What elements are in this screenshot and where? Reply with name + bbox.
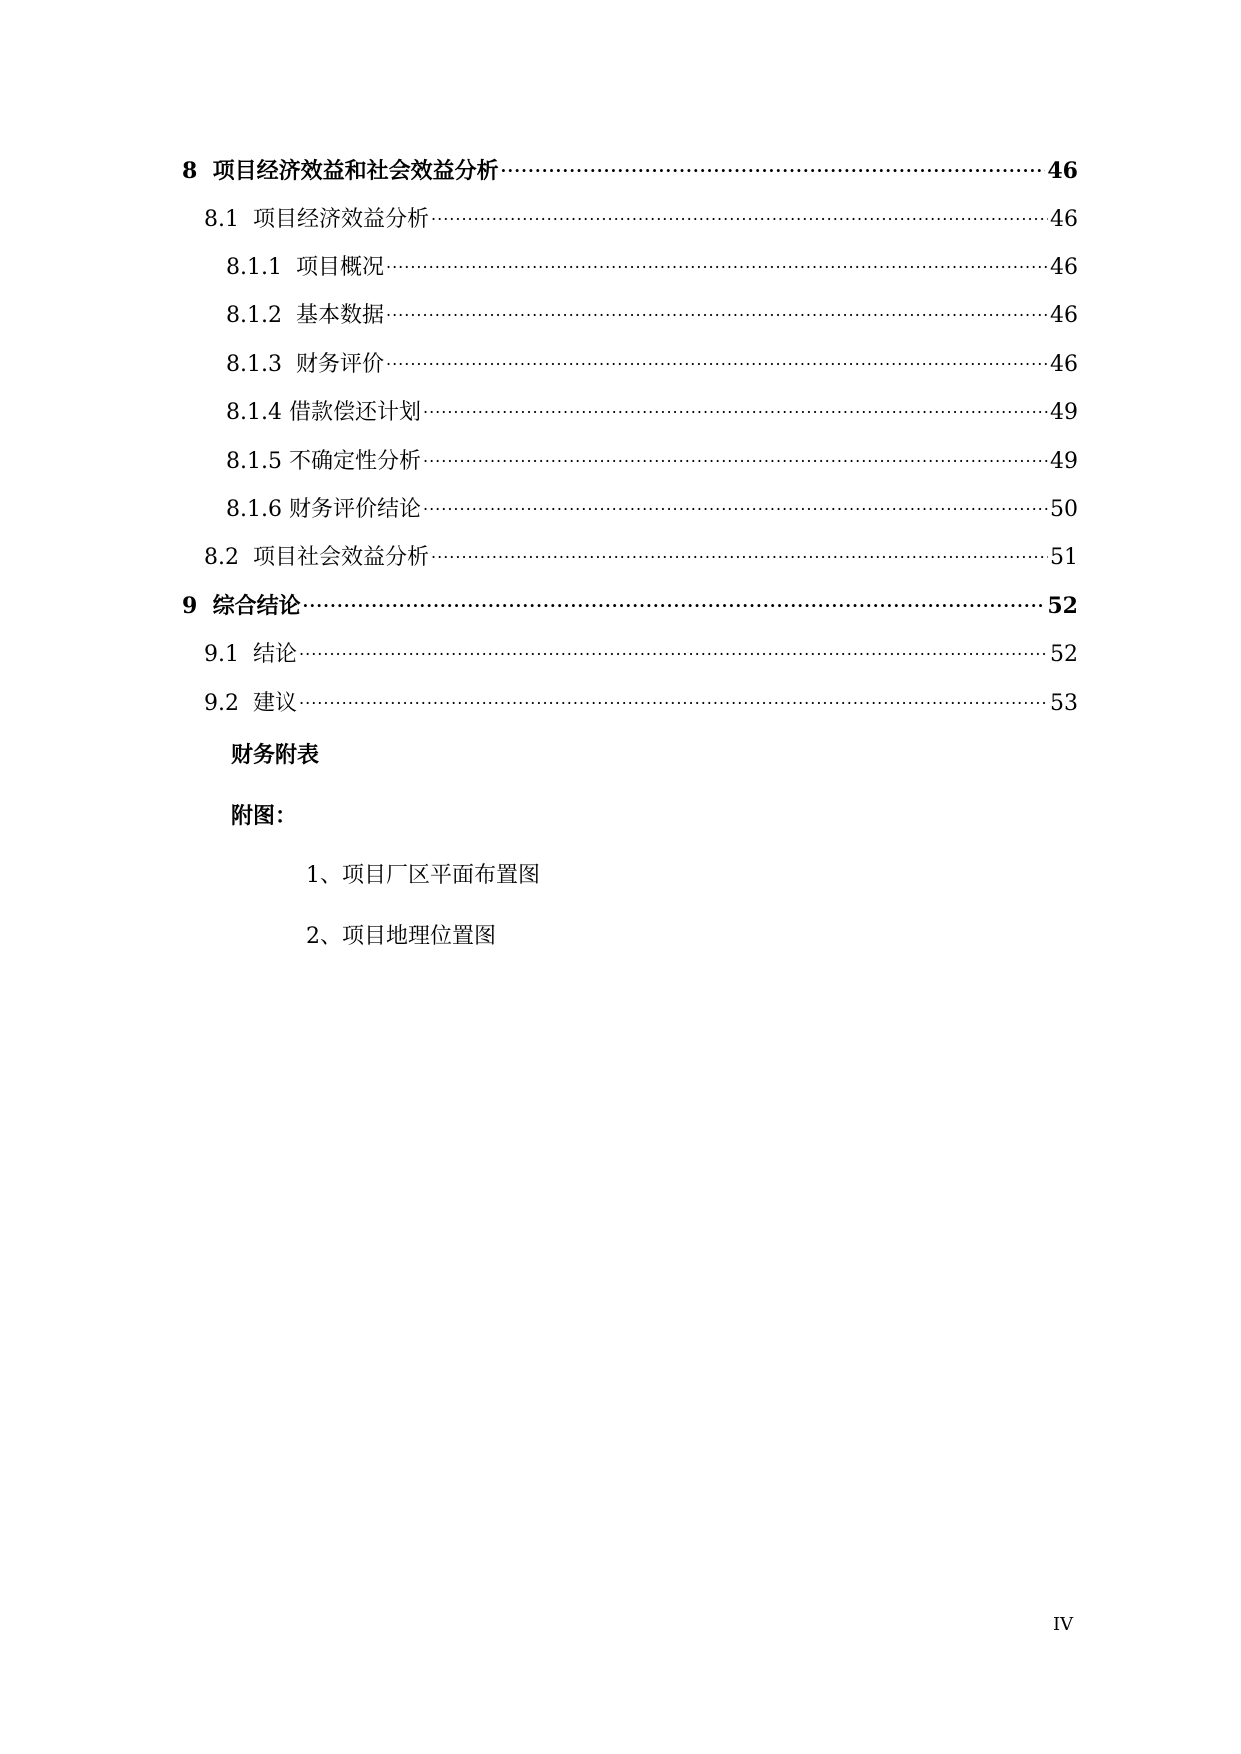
toc-entry-8-1[interactable] xyxy=(204,196,1078,232)
toc-leader-dots xyxy=(299,680,1048,710)
toc-page-number: 52 xyxy=(1047,593,1078,619)
toc-leader-dots xyxy=(386,341,1048,371)
toc-entry-8-1-6[interactable] xyxy=(226,486,1078,522)
toc-leader-dots xyxy=(423,389,1048,419)
toc-entry-8-1-4[interactable] xyxy=(226,389,1078,425)
toc-entry-label: 9.1 结论 xyxy=(204,642,298,667)
financial-tables-heading: 财务附表 xyxy=(231,742,320,768)
toc-page-number: 50 xyxy=(1050,497,1078,522)
toc-page-number: 49 xyxy=(1050,449,1078,474)
toc-entry-label: 8 项目经济效益和社会效益分析 xyxy=(182,158,499,184)
toc-leader-dots xyxy=(423,486,1048,516)
toc-entry-label: 8.2 项目社会效益分析 xyxy=(204,545,430,570)
toc-entry-label: 8.1 项目经济效益分析 xyxy=(204,207,430,232)
figure-item-1: 1、项目厂区平面布置图 xyxy=(306,863,540,888)
toc-leader-dots xyxy=(386,292,1048,322)
toc-entry-label: 8.1.1 项目概况 xyxy=(226,255,384,280)
toc-entry-label: 8.1.2 基本数据 xyxy=(226,303,384,328)
toc-leader-dots xyxy=(431,196,1048,226)
toc-entry-8-1-3[interactable] xyxy=(226,341,1078,377)
toc-entry-label: 9 综合结论 xyxy=(182,593,301,619)
toc-page-number: 49 xyxy=(1050,400,1078,425)
toc-entry-8-1-5[interactable] xyxy=(226,438,1078,474)
toc-entry-8-2[interactable] xyxy=(204,534,1078,570)
toc-entry-label: 8.1.5 不确定性分析 xyxy=(226,449,421,474)
toc-entry-label: 8.1.4 借款偿还计划 xyxy=(226,400,421,425)
toc-entry-label: 8.1.6 财务评价结论 xyxy=(226,497,421,522)
figure-item-2: 2、项目地理位置图 xyxy=(306,924,496,949)
toc-leader-dots xyxy=(431,534,1048,564)
toc-page-number: 46 xyxy=(1050,255,1078,280)
toc-page-number: 52 xyxy=(1050,642,1078,667)
toc-entry-8-1-1[interactable] xyxy=(226,244,1078,280)
toc-leader-dots xyxy=(303,583,1046,613)
toc-entry-label: 9.2 建议 xyxy=(204,691,298,716)
page-number: IV xyxy=(1053,1614,1074,1635)
toc-page-number: 46 xyxy=(1047,158,1078,184)
figures-heading: 附图： xyxy=(231,803,298,829)
toc-leader-dots xyxy=(299,631,1048,661)
toc-page-number: 51 xyxy=(1050,545,1078,570)
toc-entry-9[interactable] xyxy=(182,583,1078,619)
toc-entry-9-1[interactable] xyxy=(204,631,1078,667)
toc-leader-dots xyxy=(386,244,1048,274)
toc-entry-8-1-2[interactable] xyxy=(226,292,1078,328)
toc-leader-dots xyxy=(423,438,1048,468)
toc-entry-8[interactable] xyxy=(182,148,1078,184)
toc-entry-9-2[interactable] xyxy=(204,680,1078,716)
toc-page-number: 46 xyxy=(1050,207,1078,232)
toc-page-number: 46 xyxy=(1050,352,1078,377)
toc-page-number: 53 xyxy=(1050,691,1078,716)
toc-entry-label: 8.1.3 财务评价 xyxy=(226,352,384,377)
toc-page-number: 46 xyxy=(1050,303,1078,328)
toc-leader-dots xyxy=(501,148,1046,178)
